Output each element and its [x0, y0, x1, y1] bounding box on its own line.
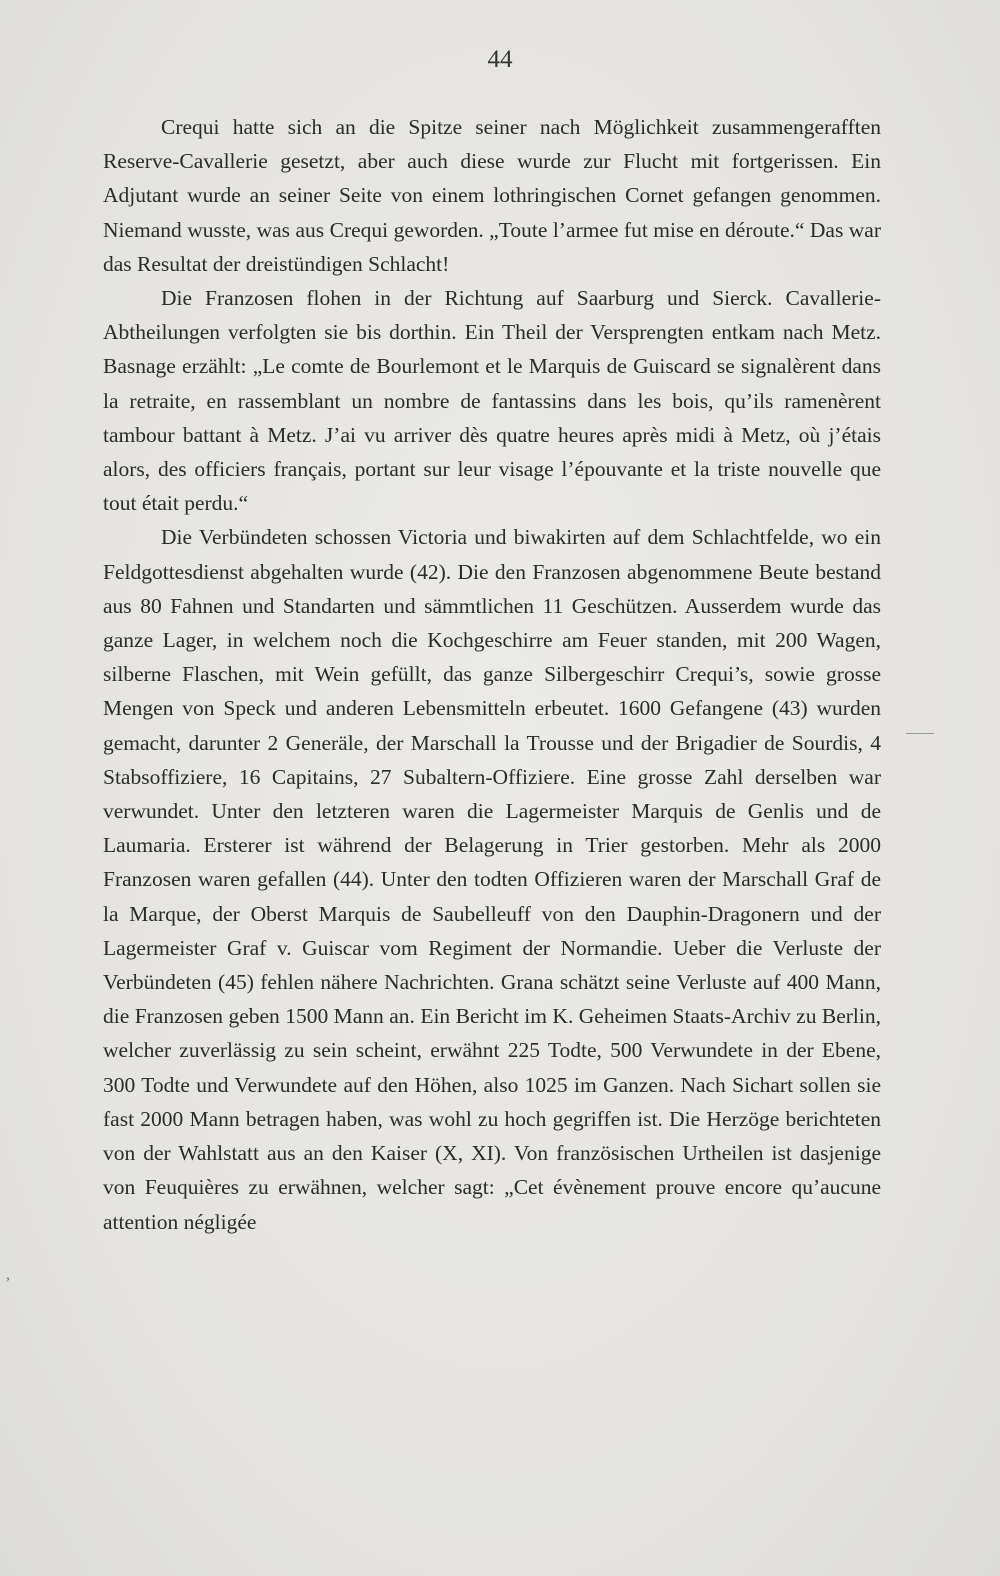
paragraph-1: Crequi hatte sich an die Spitze seiner nach Möglichkeit zusammengerafften Reserve-Cavallerie gesetzt, aber auch diese wurde zur Flucht mit fortgerissen. Ein Adjutant wurde an seiner Seite von einem lothringischen Cornet gefangen genommen. Niemand wusste, was aus Crequi geworden. „Toute l’armee fut mise en déroute.“ Das war das Resultat der dreistündigen Schlacht!	[103, 115, 881, 276]
margin-dash-mark	[906, 733, 934, 734]
paragraph-3: Die Verbündeten schossen Victoria und biwakirten auf dem Schlachtfelde, wo ein Feldgottesdienst abgehalten wurde (42). Die den Franzosen abgenommene Beute bestand aus 80 Fahnen und Standarten und sämmtlichen 11 Geschützen. Ausserdem wurde das ganze Lager, in welchem noch die Kochgeschirre am Feuer standen, mit 200 Wagen, silberne Flaschen, mit Wein gefüllt, das ganze Silbergeschirr Crequi’s, sowie grosse Mengen von Speck und anderen Lebensmitteln erbeutet. 1600 Gefangene (43) wurden gemacht, darunter 2 Generäle, der Marschall la Trousse und der Brigadier de Sourdis, 4 Stabsoffiziere, 16 Capitains, 27 Subaltern-Offiziere. Eine grosse Zahl derselben war verwundet. Unter den letzteren waren die Lagermeister Marquis de Genlis und de Laumaria. Ersterer ist während der Belagerung in Trier gestorben. Mehr als 2000 Franzosen waren gefallen (44). Unter den todten Offizieren waren der Marschall Graf de la Marque, der Oberst Marquis de Saubelleuff von den Dauphin-Dragonern und der Lagermeister Graf v. Guiscar vom Regiment der Normandie. Ueber die Verluste der Verbündeten (45) fehlen nähere Nachrichten. Grana schätzt seine Verluste auf 400 Mann, die Franzosen geben 1500 Mann an. Ein Bericht im K. Geheimen Staats-Archiv zu Berlin, welcher zuverlässig zu sein scheint, erwähnt 225 Todte, 500 Verwundete in der Ebene, 300 Todte und Verwundete auf den Höhen, also 1025 im Ganzen. Nach Sichart sollen sie fast 2000 Mann betragen haben, was wohl zu hoch gegriffen ist. Die Herzöge berichteten von der Wahlstatt aus an den Kaiser (X, XI). Von französischen Urtheilen ist dasjenige von Feuquières zu erwähnen, welcher sagt: „Cet évènement prouve encore qu’aucune attention négligée	[103, 525, 881, 1234]
margin-comma-mark: ,	[6, 1266, 10, 1283]
paragraph-2: Die Franzosen flohen in der Richtung auf Saarburg und Sierck. Cavallerie-Abtheilungen verfolgten sie bis dorthin. Ein Theil der Versprengten entkam nach Metz. Basnage erzählt: „Le comte de Bourlemont et le Marquis de Guiscard se signalèrent dans la retraite, en rassemblant un nombre de fantassins dans les bois, qu’ils ramenèrent tambour battant à Metz. J’ai vu arriver dès quatre heures après midi à Metz, où j’étais alors, des officiers français, portant sur leur visage l’épouvante et la triste nouvelle que tout était perdu.“	[103, 286, 881, 516]
page-number: 44	[487, 46, 513, 73]
body-text	[103, 110, 881, 1239]
